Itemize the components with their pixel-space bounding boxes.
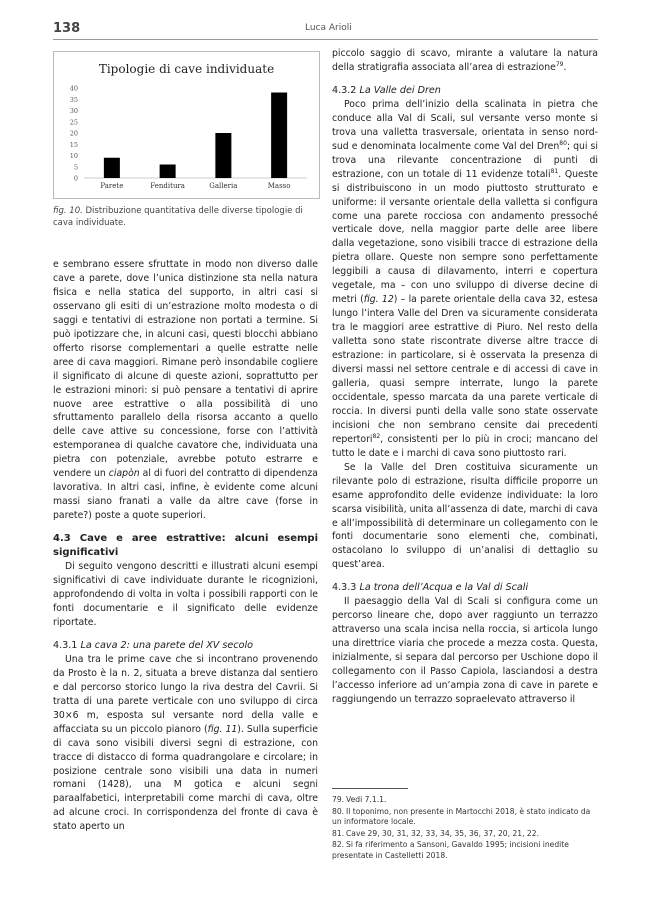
- footnote-text: Vedi 7.1.1.: [346, 795, 387, 804]
- section-heading-4-3: 4.3 Cave e aree estrattive: alcuni esempi significativi: [53, 533, 318, 559]
- bar-masso: [271, 93, 287, 179]
- y-tick-label: 35: [69, 95, 78, 104]
- footnote: [332, 829, 598, 840]
- bar-parete: [104, 158, 120, 178]
- bar-galleria: [215, 133, 231, 178]
- y-tick-label: 40: [69, 84, 78, 93]
- left-column: [53, 258, 318, 834]
- paragraph: Una tra le prime cave che si incontrano provenendo da Prosto è la n. 2, situata a breve distanza dal sentiero e dal percorso storico lungo la riva destra del Cavrii. Si tratta di una parete verticale con uno sviluppo di circa 30×6 m, esposta sul versante nord della valle e affacciata su un piccolo pianoro (fig. 11). Sulla superficie di cava sono visibili diversi segni di estrazione, con tracce di distacco di forma quadrangolare e circolare; in posizione centrale sono visibili una data in numeri romani (1428), una M gotica e alcuni segni paraalfabetici, interpretabili come marchi di cava, oltre ad alcune croci. In corrispondenza del fronte di cava è stato aperto un: [53, 653, 318, 833]
- paragraph: Di seguito vengono descritti e illustrati alcuni esempi significativi di cave individuate durante le ricognizioni, approfondendo di volta in volta i possibili rapporti con le fonti documentarie e il significato delle evidenze riportate.: [53, 561, 318, 628]
- figure-caption: [53, 206, 318, 229]
- paragraph: piccolo saggio di scavo, mirante a valutare la natura della stratigrafia associata all’area di estrazione$^{79}$.: [332, 48, 598, 73]
- footnote: [332, 807, 598, 828]
- right-column: [332, 47, 598, 707]
- footnote-number: 81.: [332, 828, 345, 838]
- page-number: 138: [53, 21, 81, 36]
- footnote-number: 79.: [332, 795, 345, 804]
- footnote: [332, 795, 598, 806]
- header-rule: [53, 39, 598, 40]
- chart-title: Tipologie di cave individuate: [98, 62, 275, 76]
- paragraph: Se la Valle del Dren costituiva sicuramente un rilevante polo di estrazione, risulta difficile proporre un esame approfondito delle evidenze individuate: la loro scarsa visibilità, unita all’assenza di date, marchi di cava e all’impossibilità di determinare un collegamento con le fonti documentarie sono elementi che, combinati, ostacolano lo sviluppo di un’analisi di dettaglio su quest’area.: [332, 461, 598, 571]
- y-tick-label: 30: [69, 107, 78, 115]
- footnote-text: Cave 29, 30, 31, 32, 33, 34, 35, 36, 37, 20, 21, 22.: [346, 828, 540, 838]
- y-tick-label: 15: [69, 140, 78, 149]
- y-tick-label: 0: [73, 174, 78, 183]
- x-tick-label: Parete: [100, 182, 124, 190]
- x-tick-label: Masso: [267, 182, 291, 190]
- y-tick-label: 10: [69, 152, 78, 160]
- caption-label: fig. 10.: [53, 206, 83, 216]
- figure-10-chart: [53, 51, 320, 199]
- bar-chart: [54, 52, 319, 198]
- paragraph: Poco prima dell’inizio della scalinata in pietra che conduce alla Val di Scali, sul versante verso monte si trova una valletta trasversale, orientata in senso nord-sud e denominata localmente come Val del Dren$^{80}$; qui si trova una rilevante concentrazione di punti di estrazione, con un totale di 11 evidenze totali$^{81}$. Queste si distribuiscono in un modo piuttosto strutturato e uniforme: il versante orientale della valletta si configura come una parete rocciosa con andamento pressoché verticale dove, nella maggior parte delle aree libere dalla vegetazione, sono visibili tracce di estrazione della pietra ollare. Queste non sempre sono perfettamente leggibili a causa di dilavamento, interri e copertura vegetale, ma – con uno sviluppo di diverse decine di metri (fig. 12) – la parete orientale della cava 32, estesa lungo l’intera Valle del Dren va sicuramente considerata tra le maggiori aree estrattive di Piuro. Nel resto della valletta sono state riscontrate diverse altre tracce di estrazione: in particolare, si è osservata la presenza di diversi massi nel settore centrale e di accessi di cave in galleria, quasi sempre interrate, lungo la parete occidentale, spesso marcata da una parete verticale di roccia. In diversi punti della valle sono state osservate incisioni che non sembrano censite dai precedenti repertori$^{82}$, consistenti per lo più in croci; mancano del tutto le date e i marchi di cava sono piuttosto rari.: [332, 98, 598, 459]
- y-tick-label: 25: [69, 118, 78, 127]
- x-tick-label: Fenditura: [150, 182, 185, 190]
- subsection-heading-4-3-3: 4.3.3 La trona dell’Acqua e la Val di Scali: [332, 582, 529, 594]
- subsection-heading-4-3-1: 4.3.1 La cava 2: una parete del XV secolo: [53, 639, 253, 651]
- footnote-text: Il toponimo, non presente in Martocchi 2018, è stato indicato da un informatore locale.: [332, 806, 591, 826]
- caption-text: Distribuzione quantitativa delle diverse tipologie di cava individuate.: [53, 206, 303, 228]
- footnote-rule: [332, 788, 408, 789]
- footnote-number: 80.: [332, 806, 345, 816]
- bar-fenditura: [160, 165, 176, 179]
- paragraph: e sembrano essere sfruttate in modo non diverso dalle cave a parete, dove l’unica distinzione sta nella natura fisica e nella statica del supporto, in altri casi si osservano gli esiti di un’estrazione molto modesta o di saggi e tentativi di estrazione non portati a termine. Si può ipotizzare che, in alcuni casi, questi blocchi abbiano offerto risorse complementari a quelle estratte nelle aree di cava maggiori. Rimane però insondabile cogliere il significato di alcune di queste azioni, soprattutto per le estrazioni minori: si può pensare a tentativi di aprire nuove aree estrattive o alla possibilità di uno sfruttamento parallelo della risorsa accanto a quello delle cave attive su concessione, forse con l’attività estemporanea di qualche cavatore che, individuata una pietra con potenziale, avrebbe potuto estrarre e vendere un ciapòn al di fuori del contratto di dipendenza lavorativa. In altri casi, infine, è evidente come alcuni massi siano franati a valle da altre cave (forse in parete?) poste a quote superiori.: [53, 259, 318, 522]
- subsection-heading-4-3-2: 4.3.2 La Valle dei Dren: [332, 84, 441, 96]
- y-tick-label: 5: [73, 163, 78, 172]
- footnote-number: 82.: [332, 840, 345, 849]
- running-header-author: Luca Arioli: [305, 23, 352, 33]
- paragraph: Il paesaggio della Val di Scali si configura come un percorso lineare che, dopo aver raggiunto un terrazzo attraverso una scala incisa nella roccia, si articola lungo una direttrice viaria che procede a mezza costa. Questa, inizialmente, si separa dal percorso per Uschione dopo il collegamento con il Passo Capiola, lasciandosi a destra l’accesso inferiore ad un’ampia zona di cave in parete e raggiungendo un terrazzo sopraelevato attraverso il: [332, 596, 598, 705]
- y-tick-label: 20: [69, 129, 78, 138]
- footnotes: [332, 795, 598, 862]
- footnote: [332, 840, 598, 861]
- x-tick-label: Galleria: [209, 182, 238, 190]
- footnote-text: Si fa riferimento a Sansoni, Gavaldo 1995; incisioni inedite presentate in Castelletti 2018.: [332, 840, 569, 860]
